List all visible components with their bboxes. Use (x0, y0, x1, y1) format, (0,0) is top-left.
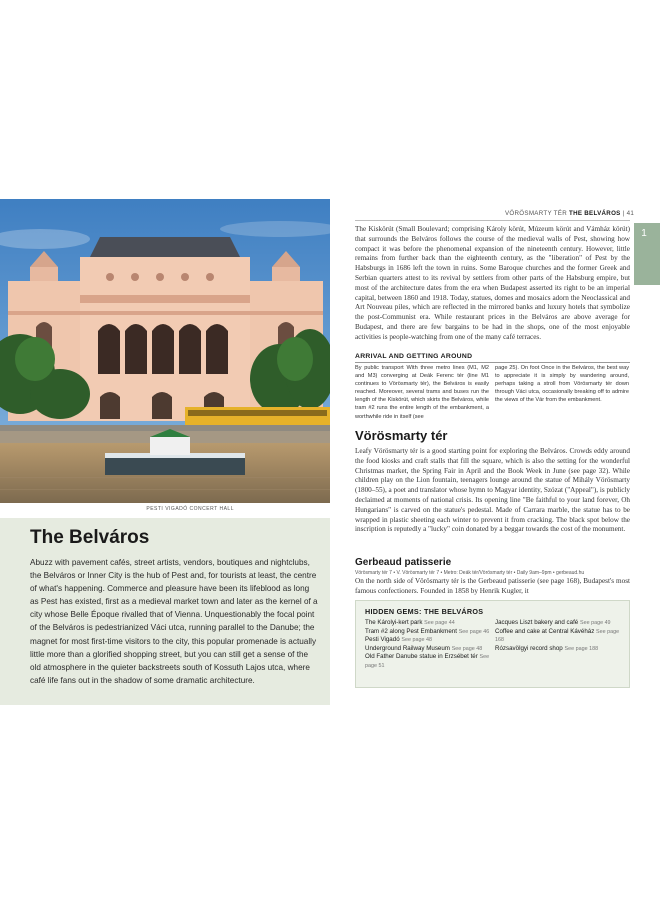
gem-page-ref: See page 51 (365, 654, 490, 669)
gem-name: Tram #2 along Pest Embankment (365, 627, 457, 635)
gem-name: Coffee and cake at Central Kávéház (495, 627, 595, 635)
gem-item (365, 628, 493, 637)
hidden-gems-right-column (495, 619, 623, 653)
gem-name: Underground Railway Museum (365, 644, 450, 652)
gem-page-ref: See page 48 (401, 637, 432, 644)
arrival-column-right: page 25). On foot Once in the Belváros, the best way to appreciate it is simply by wandering around, perhaps taking a stroll from Vörösmarty tér down through Váci utca, occasionally breaking off to admire the views of the Vár from the embankment. (495, 365, 629, 404)
gem-name: Jacques Liszt bakery and café (495, 619, 579, 626)
hidden-gems-box (355, 600, 630, 688)
header-rule (355, 220, 630, 221)
gem-item (495, 628, 623, 645)
gem-name: The Károlyi-kert park (365, 619, 423, 626)
pesti-vigado-photo (0, 199, 330, 503)
gem-page-ref: See page 44 (424, 620, 455, 626)
vorosmarty-heading: Vörösmarty tér (355, 428, 448, 443)
gem-item (365, 619, 493, 628)
page-number: 41 (626, 210, 635, 217)
hidden-gems-title: HIDDEN GEMS: THE BELVÁROS (365, 607, 484, 616)
running-head-chapter: THE BELVÁROS (569, 210, 621, 217)
gem-page-ref: See page 49 (579, 620, 611, 626)
chapter-tab (634, 223, 660, 285)
gem-item (495, 619, 623, 628)
gem-page-ref: See page 168 (495, 628, 620, 644)
gem-page-ref: See page 188 (564, 645, 599, 652)
gem-name: Old Father Danube statue in Erzsébet tér (365, 653, 478, 661)
intro-panel (0, 518, 330, 705)
gem-page-ref: See page 48 (451, 645, 483, 652)
intro-paragraph: Abuzz with pavement cafés, street artists, vendors, boutiques and nightclubs, the Belváros or Inner City is the hub of Pest and, for tourists at least, the centre of what's happening. Commerce and pleasure have been its lifeblood as long as Pest has existed, first as a medieval market town and later as the kernel of a city whose Belle Époque rivalled that of Vienna. Unquestionably the focal point of the Belváros is pedestrianized Váci utca, running parallel to the Danube; the magnet for most first-time visitors to the city, this popular promenade is actually little more than a glorified shopping street, but you can still get a sense of the old atmosphere in the quieter backstreets south of Kossuth Lajos utca, where café life fans out in the shadow of some dramatic architecture. (30, 558, 318, 685)
gem-item (365, 653, 493, 670)
photo-caption: PESTI VIGADÓ CONCERT HALL (146, 506, 234, 512)
photo-caption-strip (0, 503, 330, 518)
running-head (505, 210, 634, 217)
gerbeaud-paragraph: On the north side of Vörösmarty tér is the Gerbeaud patisserie (see page 168), Budapest's most famous confectioners. Founded in 1858 by Henrik Kugler, it (355, 577, 630, 595)
hidden-gems-left-column (365, 619, 493, 671)
kiskorut-paragraph: The Kiskörút (Small Boulevard; comprising Károly körút, Múzeum körút and Vámház körút) that surrounds the Belváros follows the course of the medieval walls of Pest, showing how compact it was before the phenomenal expansion of the nineteenth century. However, little remains from further back than the eighteenth century, as the "liberation" of Pest by the Habsburgs in 1686 left the town in ruins. Some Baroque churches and the former Greek and Serbian quarters attest to its revival by settlers from other parts of the Habsburg empire, but most of the architecture dates from the era when Budapest asserted its right to be an imperial capital, between 1860 and 1918. Today, statues, domes and mosaics adorn the Neoclassical and Art Nouveau piles, which are reflected in the mirrored banks and luxury hotels that symbolize the post-Communist era. While restaurant prices in the Belváros are above average for Budapest, and there are few bargains to be had in the shops, one of the most enjoyable activities is people-watching from one of the many café terraces. (355, 225, 630, 341)
arrival-heading: ARRIVAL AND GETTING AROUND (355, 353, 630, 363)
gerbeaud-address: Vörösmarty tér 7 • V. Vörösmarty tér 7 • Metro: Deák tér/Vörösmarty tér • Daily 9am–9pm • gerbeaud.hu (355, 570, 585, 576)
gerbeaud-heading: Gerbeaud patisserie (355, 557, 452, 568)
gem-name: Rózsavölgyi record shop (495, 644, 563, 652)
running-head-section: VÖRÖSMARTY TÉR (505, 210, 567, 217)
page-title: The Belváros (30, 527, 150, 548)
gem-item (495, 645, 623, 654)
arrival-column-left: By public transport With three metro lines (M1, M2 and M3) converging at Deák Ferenc tér (line M1 continues to Vörösmarty tér), the Belváros is easily reached. Moreover, several trams and buses run the length of the Kiskörút, which skirts the Belváros, while tram #2 runs the entire length of the embankment, a worthwhile ride in itself (see (355, 365, 489, 420)
chapter-number: 1 (641, 228, 647, 239)
running-head-separator: | (622, 210, 625, 217)
vorosmarty-paragraph: Leafy Vörösmarty tér is a good starting point for exploring the Belváros. Crowds eddy around the food kiosks and craft stalls that fill the square, which is also the setting for the wonderful Christmas market, the Spring Fair in April and the Book Week in June (see page 32). While children play on the Lion fountain, teenagers lounge around the statue of Mihály Vörösmarty (1800–55), a poet and translator whose hymn to Magyar identity, Szózat ("Appeal"), is publicly declaimed at moments of national crisis. Its opening line "Be faithful to your land forever, Oh Hungarians" is carved on the statue's pedestal. Made of Carrara marble, the statue has to be wrapped in plastic sheeting each winter to prevent it from cracking. The black spot below the inscription is reputedly a "lucky" coin donated by a beggar towards the cost of the monument. (355, 447, 630, 534)
gem-item (365, 645, 493, 654)
gem-page-ref: See page 46 (458, 628, 490, 635)
gem-name: Pesti Vigadó (365, 636, 400, 644)
gem-item (365, 636, 493, 645)
